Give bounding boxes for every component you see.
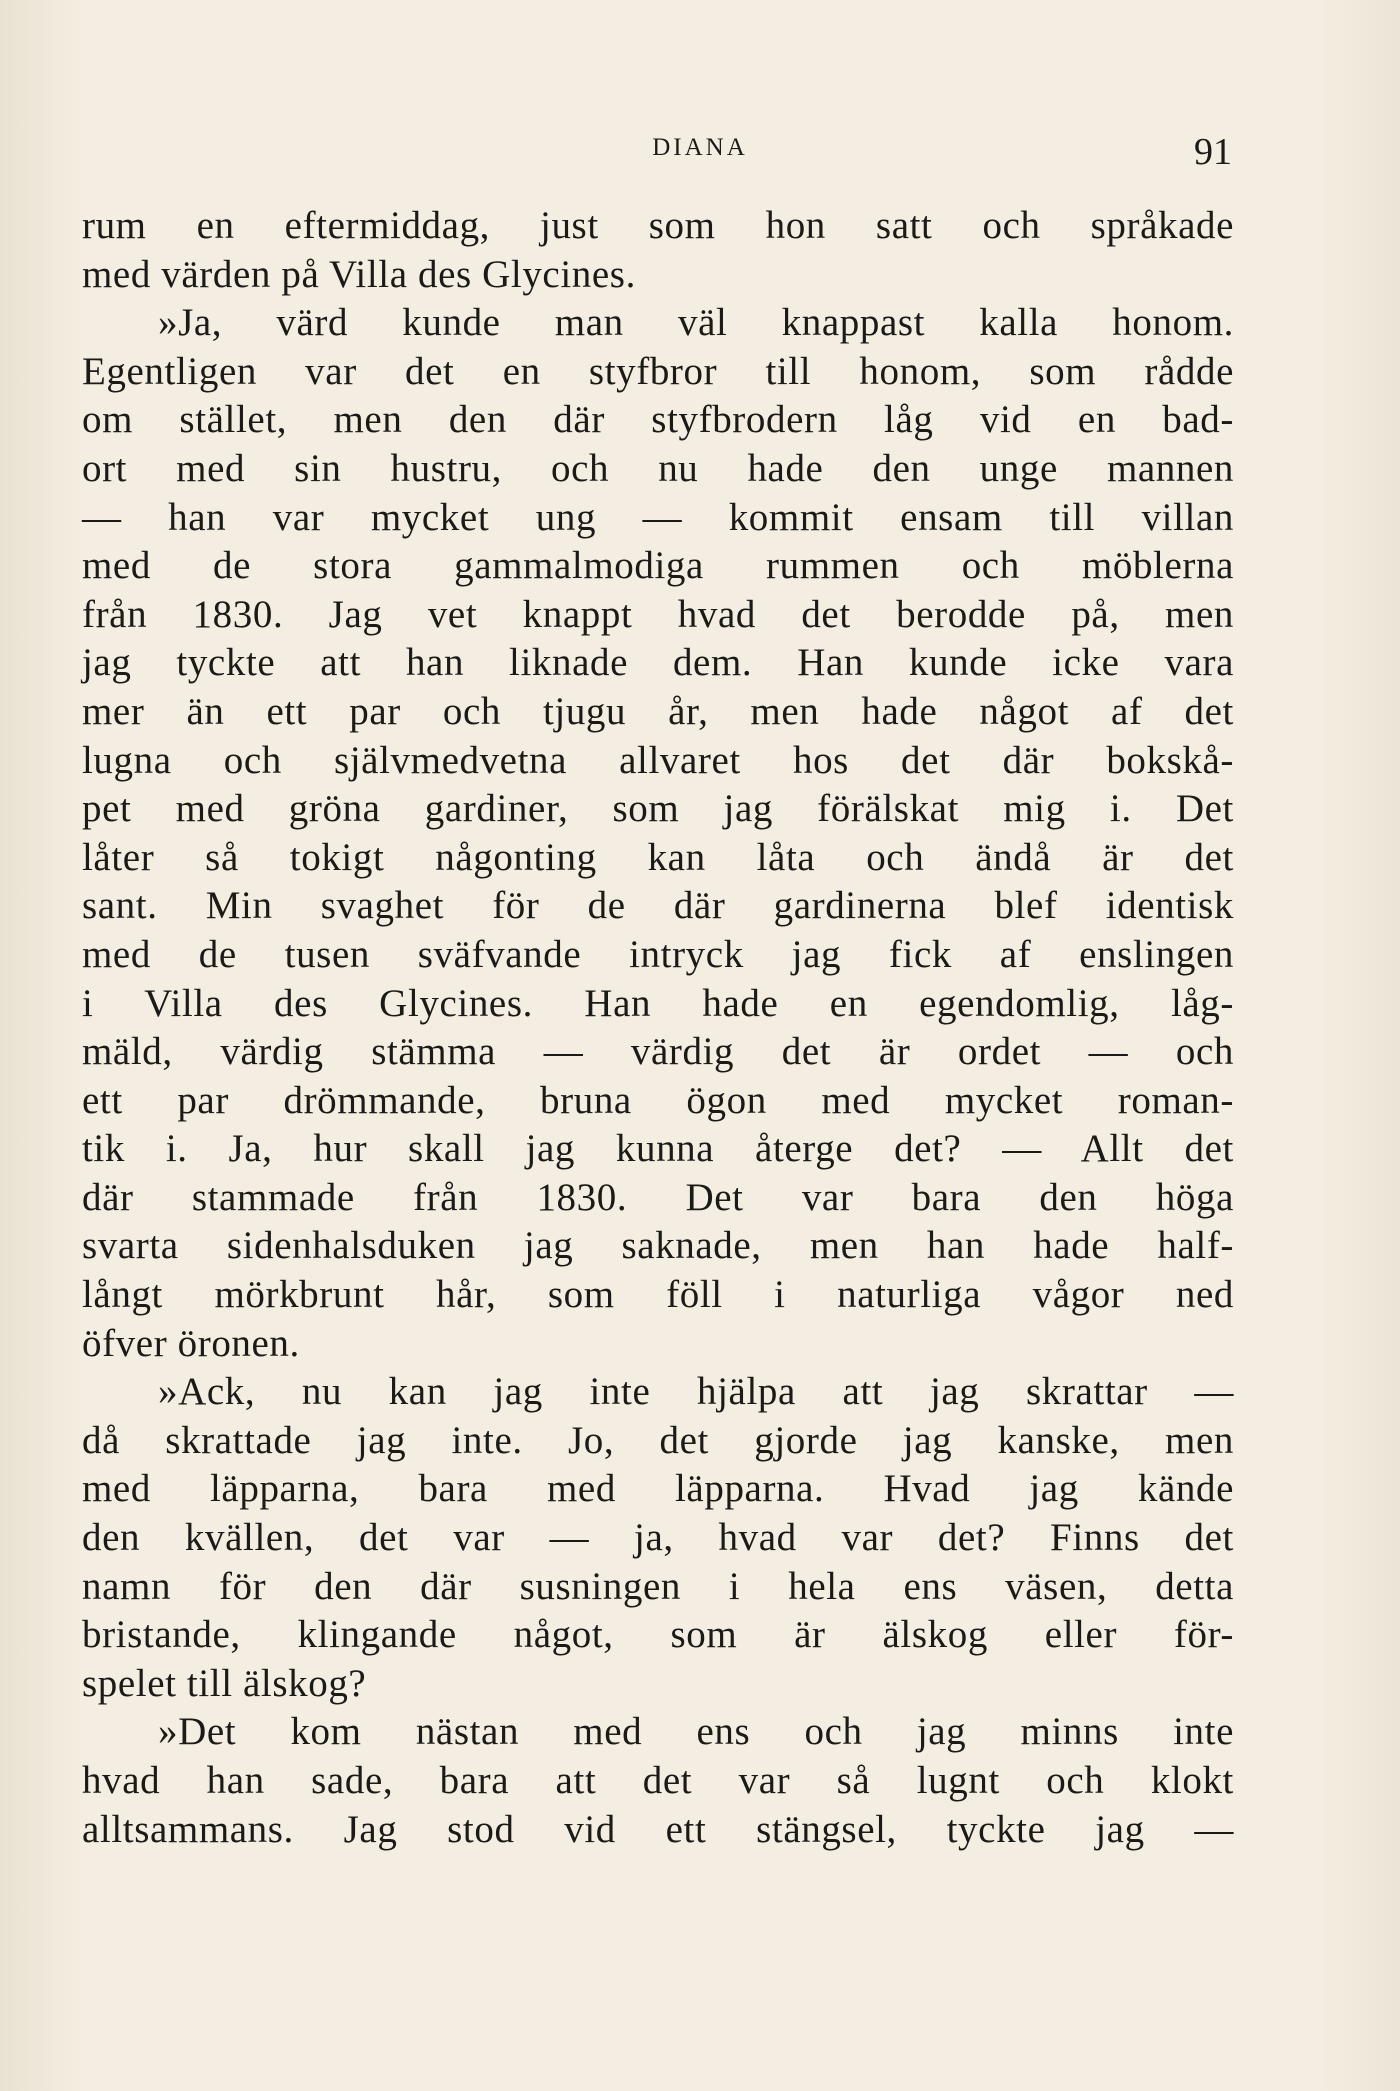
text-line: hvad han sade, bara att det var så lugnt och klokt (82, 1759, 1234, 1802)
text-line: sant. Min svaghet för de där gardinerna blef identisk (82, 884, 1234, 928)
text-line: »Ack, nu kan jag inte hjälpa att jag skrattar — (158, 1370, 1234, 1414)
text-line: mäld, värdig stämma — värdig det är ordet — och (82, 1030, 1234, 1074)
running-head (0, 130, 1400, 173)
text-line: — han var mycket ung — kommit ensam till villan (82, 495, 1234, 539)
text-line: den kvällen, det var — ja, hvad var det? Finns det (82, 1516, 1234, 1560)
text-line: pet med gröna gardiner, som jag förälskat mig i. Det (82, 787, 1234, 831)
text-line: om stället, men den där styfbrodern låg vid en bad- (82, 398, 1234, 442)
text-line: lugna och självmedvetna allvaret hos det där bokskå- (82, 738, 1234, 782)
text-line: svarta sidenhalsduken jag saknade, men han hade half- (82, 1224, 1234, 1268)
text-line: »Det kom nästan med ens och jag minns inte (158, 1710, 1234, 1754)
text-line: med läpparna, bara med läpparna. Hvad jag kände (82, 1467, 1234, 1511)
page-number: 91 (1194, 131, 1232, 173)
text-line: i Villa des Glycines. Han hade en egendomlig, låg- (82, 981, 1234, 1025)
text-line: tik i. Ja, hur skall jag kunna återge det? — Allt det (82, 1127, 1234, 1171)
running-title: DIANA (652, 134, 748, 161)
text-line: då skrattade jag inte. Jo, det gjorde jag kanske, men (82, 1418, 1234, 1462)
body-text (82, 202, 1234, 1854)
text-line: »Ja, värd kunde man väl knappast kalla honom. (158, 301, 1234, 345)
text-line: spelet till älskog? (82, 1661, 367, 1705)
text-line: namn för den där susningen i hela ens väsen, detta (82, 1564, 1234, 1608)
text-line: ett par drömmande, bruna ögon med mycket roman- (82, 1078, 1234, 1122)
text-line: från 1830. Jag vet knappt hvad det berodde på, men (82, 592, 1234, 636)
text-line: långt mörkbrunt hår, som föll i naturliga vågor ned (82, 1273, 1234, 1317)
text-line: där stammade från 1830. Det var bara den höga (82, 1175, 1234, 1219)
text-line: ort med sin hustru, och nu hade den unge mannen (82, 446, 1234, 490)
text-line: bristande, klingande något, som är älskog eller för- (82, 1613, 1234, 1657)
text-line: Egentligen var det en styfbror till honom, som rådde (82, 349, 1234, 393)
text-line: alltsammans. Jag stod vid ett stängsel, tyckte jag — (82, 1807, 1234, 1851)
text-line: öfver öronen. (82, 1321, 300, 1365)
text-line: mer än ett par och tjugu år, men hade något af det (82, 689, 1234, 733)
text-line: med de tusen sväfvande intryck jag fick af enslingen (82, 932, 1234, 976)
text-line: låter så tokigt någonting kan låta och ändå är det (82, 835, 1234, 879)
text-line: jag tyckte att han liknade dem. Han kunde icke vara (82, 641, 1234, 685)
text-line: med de stora gammalmodiga rummen och möblerna (82, 544, 1234, 588)
text-line: rum en eftermiddag, just som hon satt och språkade (82, 204, 1234, 247)
text-line: med värden på Villa des Glycines. (82, 252, 636, 296)
